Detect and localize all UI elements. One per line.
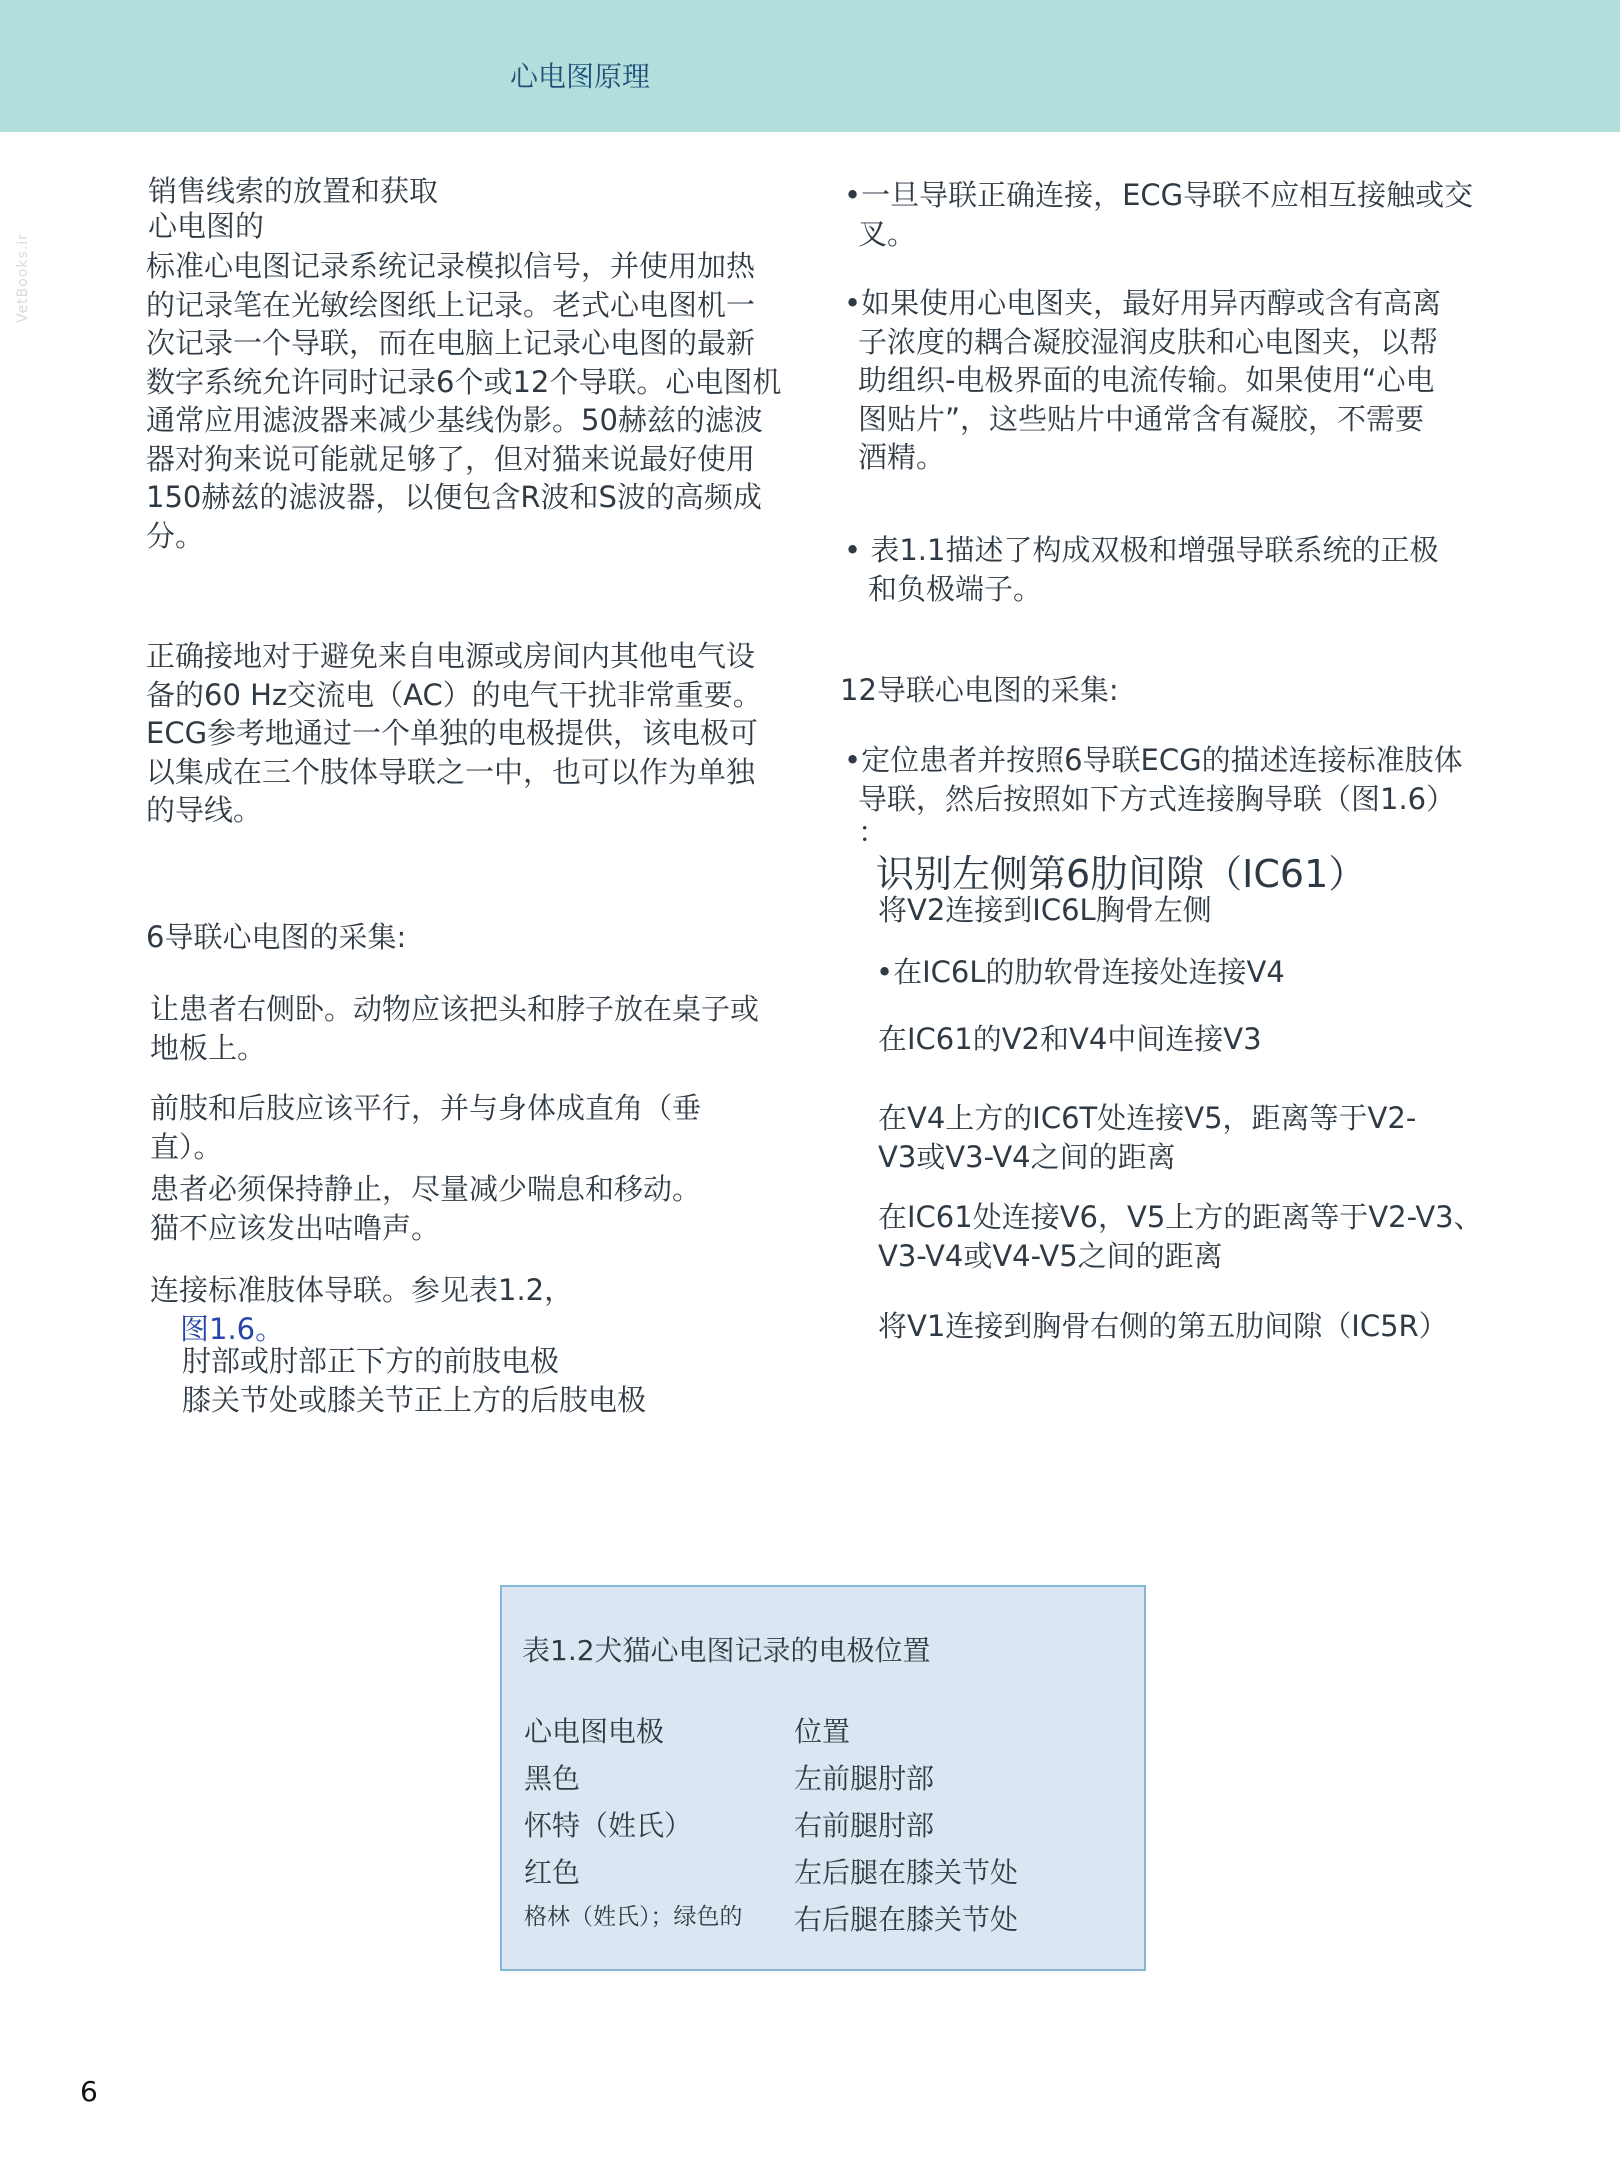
table-header-position: 位置 [794,1715,851,1748]
text-line: 膝关节处或膝关节正上方的后肢电极 [182,1382,647,1417]
text-line: 在V4上方的IC6T处连接V5，距离等于V2- [878,1101,1417,1135]
text-line: 猫不应该发出咕噜声。 [150,1210,441,1245]
table-row [524,1804,935,1844]
page-number: 6 [80,2075,98,2108]
paragraph-ecg-recording [146,247,781,555]
table-cell-position: 左前腿肘部 [794,1762,935,1795]
text-line: 标准心电图记录系统记录模拟信号，并使用加热 [146,249,756,283]
text-line: 器对狗来说可能就足够了，但对猫来说最好使用 [146,441,756,476]
six-lead-heading: 6导联心电图的采集: [146,920,407,954]
text-line: 在IC61处连接V6，V5上方的距离等于V2-V3、 [878,1200,1483,1234]
text-line: 肘部或肘部正下方的前肢电极 [182,1344,560,1378]
text-line: 以集成在三个肢体导联之一中，也可以作为单独 [146,754,756,789]
step-stay-still [150,1170,701,1247]
table-cell-electrode: 格林（姓氏）；绿色的 [524,1904,743,1930]
text-line: 患者必须保持静止，尽量减少喘息和移动。 [150,1172,702,1206]
sub-step-v3: 在IC61的V2和V4中间连接V3 [878,1022,1262,1056]
table-header-row [524,1710,851,1750]
electrode-position-table [500,1585,1146,1971]
twelve-lead-heading: 12导联心电图的采集: [840,673,1119,707]
text-line: 助组织-电极界面的电流传输。如果使用“心电 [858,363,1435,397]
table-cell-electrode: 黑色 [524,1762,581,1795]
text-line: 的记录笔在光敏绘图纸上记录。老式心电图机一 [146,287,756,322]
text-line: 备的60 Hz交流电（AC）的电气干扰非常重要。 [146,677,762,712]
text-line: •如果使用心电图夹，最好用异丙醇或含有高离 [844,286,1442,320]
text-line: 子浓度的耦合凝胶湿润皮肤和心电图夹，以帮 [858,324,1439,359]
bullet-ecg-clips [844,284,1441,477]
step-connect-limb-leads [150,1271,646,1419]
page-header [0,0,1620,132]
bullet-table-reference [844,531,1438,608]
text-line: 正确接地对于避免来自电源或房间内其他电气设 [146,639,756,673]
heading-line: 销售线索的放置和获取 [148,174,439,208]
text-line: 导联，然后按照如下方式连接胸导联（图1.6） [858,781,1456,816]
sub-heading-identify-ic6: 识别左侧第6肋间隙（IC61） [876,852,1367,896]
text-line: 通常应用滤波器来减少基线伪影。50赫兹的滤波 [146,403,763,437]
table-row [524,1757,935,1797]
bullet-leads-no-touch [844,176,1473,253]
text-line: 叉。 [858,216,917,251]
bullet-position-patient [844,741,1463,849]
text-line: 酒精。 [858,440,946,474]
text-line: 和负极端子。 [868,571,1043,606]
text-line: 连接标准肢体导联。参见表1.2， [150,1273,574,1307]
text-line: V3或V3-V4之间的距离 [878,1139,1176,1174]
table-header-electrode: 心电图电极 [524,1715,665,1748]
table-cell-position: 右后腿在膝关节处 [794,1903,1019,1936]
text-line: 直）。 [150,1129,223,1164]
text-line: 分。 [146,518,205,553]
table-caption: 表1.2犬猫心电图记录的电极位置 [522,1634,931,1667]
table-row [524,1898,1019,1936]
text-line: •定位患者并按照6导联ECG的描述连接标准肢体 [844,743,1463,777]
page-title: 心电图原理 [510,60,651,93]
left-heading [148,172,438,245]
text-line: 让患者右侧卧。动物应该把头和脖子放在桌子或 [150,992,760,1026]
text-line: 前肢和后肢应该平行，并与身体成直角（垂 [150,1091,702,1125]
text-line: 次记录一个导联，而在电脑上记录心电图的最新 [146,326,756,360]
text-line: 150赫兹的滤波器，以便包含R波和S波的高频成 [146,480,762,514]
text-line: ECG参考地通过一个单独的电极提供，该电极可 [146,716,759,750]
watermark: VetBooks.ir [14,233,31,323]
text-line: 数字系统允许同时记录6个或12个导联。心电图机 [146,364,782,399]
step-position-patient [150,990,759,1067]
sub-step-v5 [878,1099,1416,1176]
text-line: 图贴片”，这些贴片中通常含有凝胶，不需要 [858,401,1425,436]
text-line: 地板上。 [150,1030,267,1065]
sub-step-v1: 将V1连接到胸骨右侧的第五肋间隙（IC5R） [878,1309,1448,1343]
table-cell-electrode: 红色 [524,1856,581,1889]
figure-reference: 图1.6。 [180,1311,285,1346]
sub-step-v4: •在IC6L的肋软骨连接处连接V4 [876,955,1285,989]
paragraph-grounding [146,637,762,830]
text-line: • 表1.1描述了构成双极和增强导联系统的正极 [844,533,1439,567]
text-line: •一旦导联正确连接，ECG导联不应相互接触或交 [844,178,1474,212]
text-line: 的导线。 [146,793,263,827]
text-line: V3-V4或V4-V5之间的距离 [878,1238,1223,1273]
sub-step-v2: 将V2连接到IC6L胸骨左侧 [878,893,1212,927]
sub-step-v6 [878,1198,1483,1275]
heading-line: 心电图的 [148,208,265,243]
text-line: ： [858,815,888,849]
step-limbs-parallel [150,1089,701,1166]
table-row [524,1851,1019,1891]
table-cell-position: 左后腿在膝关节处 [794,1856,1019,1889]
table-cell-electrode: 怀特（姓氏） [524,1809,693,1842]
table-cell-position: 右前腿肘部 [794,1809,935,1842]
